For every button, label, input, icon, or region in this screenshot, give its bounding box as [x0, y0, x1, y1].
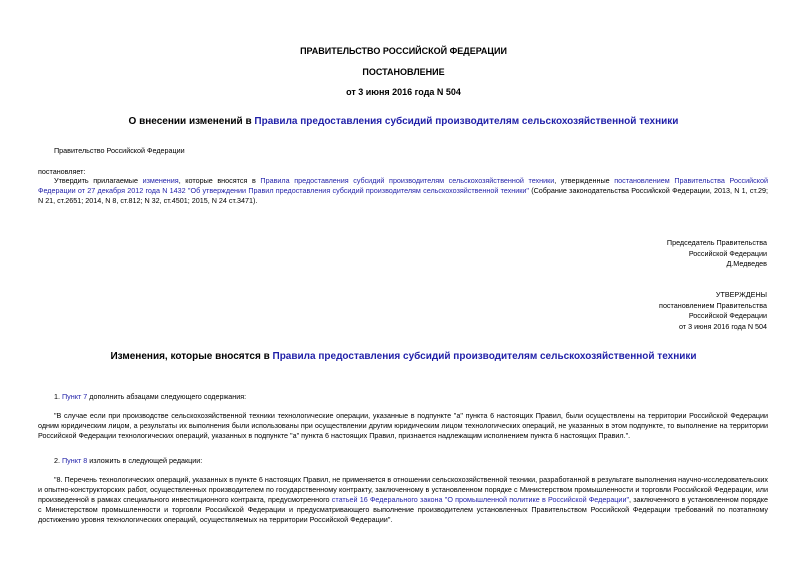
item1-text: дополнить абзацами следующего содержания:: [87, 392, 247, 401]
signature-block: [667, 238, 767, 270]
item2-number: 2.: [54, 456, 62, 465]
approved-heading: УТВЕРЖДЕНЫ: [715, 290, 767, 299]
item1-link[interactable]: Пункт 7: [62, 392, 88, 401]
intro-body: [38, 176, 768, 206]
item2-quote: [38, 475, 768, 525]
document-title-prefix: О внесении изменений в: [128, 116, 255, 127]
item2-heading: [54, 456, 202, 466]
document-title: [0, 116, 807, 127]
item2-text: изложить в следующей редакции:: [87, 456, 203, 465]
changes-title-prefix: Изменения, которые вносятся в: [110, 351, 273, 362]
approved-country: Российской Федерации: [688, 311, 767, 320]
signature-country: Российской Федерации: [688, 248, 767, 258]
decrees-label: постановляет:: [38, 167, 86, 176]
intro-link[interactable]: Правила предоставления субсидий производителям сельскохозяйственной техники: [260, 176, 555, 185]
government-label: Правительство Российской Федерации: [54, 146, 185, 155]
government-heading: ПРАВИТЕЛЬСТВО РОССИЙСКОЙ ФЕДЕРАЦИИ: [300, 46, 507, 56]
intro-text: , утвержденные: [554, 176, 615, 185]
approved-by: постановлением Правительства: [659, 300, 767, 310]
item1-heading: [54, 392, 246, 402]
item2-link[interactable]: Пункт 8: [62, 456, 88, 465]
intro-paragraph: [38, 176, 768, 206]
intro-text: Утвердить прилагаемые: [54, 176, 143, 185]
signature-name: Д.Медведев: [726, 259, 767, 268]
rules-link[interactable]: Правила предоставления субсидий производителям сельскохозяйственной техники: [254, 116, 679, 127]
signature-position: Председатель Правительства: [666, 238, 767, 247]
item2-quote-text: , заключенного в установленном порядке с Министерством промышленности и торговли Российской Федерации и предусматривающего выполнение производителем установленных Правительством Российской Федерации требований по поэтапному достижению уровня технологических операций, осуществляемых на территории Российской Федерации".: [38, 495, 768, 524]
approved-date: от 3 июня 2016 года N 504: [678, 321, 767, 331]
intro-link[interactable]: постановлением Правительства Российской Федерации от 27 декабря 2012 года N 1432 "Об утверждении Правил предоставления субсидий производителям сельскохозяйственной техники": [38, 176, 768, 195]
item1-quote: [38, 411, 768, 441]
document-type: ПОСТАНОВЛЕНИЕ: [362, 67, 445, 77]
approved-block: [659, 290, 767, 332]
changes-rules-link[interactable]: Правила предоставления субсидий производителям сельскохозяйственной техники: [272, 351, 697, 362]
item2-quote-text: "8. Перечень технологических операций, указанных в пункте 6 настоящих Правил, не применяется в отношении сельскохозяйственной техники, разработанной в результате выполнения научно-исследовательских и опытно-конструкторских работ, осуществленных производителем по государственному контракту, заключенному в установленном порядке с Министерством промышленности и торговли Российской Федерации, или произведенной в рамках специального инвестиционного контракта, предусмотренного: [38, 475, 768, 504]
document-date-number: от 3 июня 2016 года N 504: [346, 87, 461, 97]
intro-text: , которые вносятся в: [178, 176, 261, 185]
intro-text: (Собрание законодательства Российской Федерации, 2013, N 1, ст.29; N 21, ст.2651; 2014, N 8, ст.812; N 32, ст.4501; 2015, N 24 ст.3471).: [38, 186, 769, 205]
item1-quote-text: "В случае если при производстве сельскохозяйственной техники технологические операции, указанные в подпункте "а" пункта 6 настоящих Правил, были осуществлены на территории Российской Федерации одним юридическим лицом, а результаты их выполнения были использованы при осуществлении другим юридическим лицом технологических операций, не указанных в этом подпункте, то выполнение на территории Российской Федерации технологических операций, указанных в подпункте "а" пункта 6 настоящих Правил, признается надлежащим исполнением пункта 6 настоящих Правил.".: [38, 411, 768, 440]
item2-quote-link[interactable]: статьей 16 Федерального закона "О промышленной политике в Российской Федерации": [331, 495, 630, 504]
intro-link[interactable]: изменения: [142, 176, 179, 185]
item2-quote-text: [38, 475, 768, 525]
item1-number: 1.: [54, 392, 62, 401]
changes-title: [0, 351, 807, 362]
